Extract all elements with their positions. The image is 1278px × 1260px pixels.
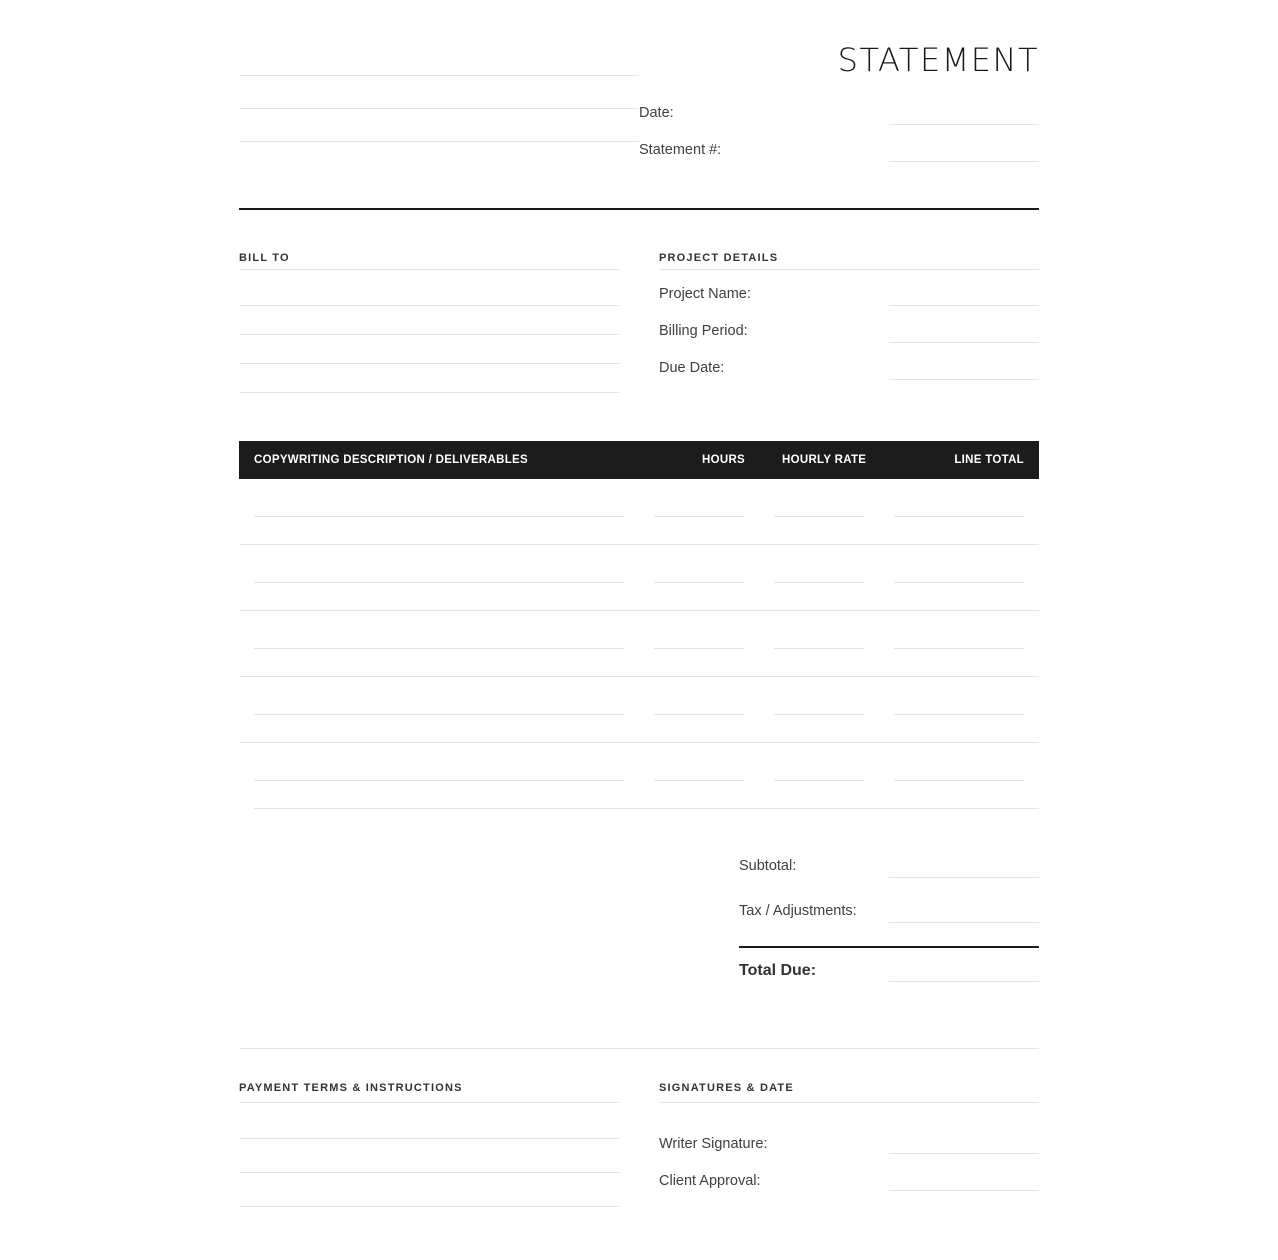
row-4-hours-field[interactable] bbox=[654, 714, 744, 715]
bill-to-line-1[interactable] bbox=[239, 305, 619, 306]
payment-terms-line-1[interactable] bbox=[239, 1138, 619, 1139]
line-items-table-header bbox=[239, 441, 1039, 479]
row-3-rate-field[interactable] bbox=[774, 648, 864, 649]
tax-adjustments-field[interactable] bbox=[889, 922, 1039, 923]
table-row-separator bbox=[239, 676, 1039, 677]
bill-to-line-2[interactable] bbox=[239, 334, 619, 335]
signatures-heading: SIGNATURES & DATE bbox=[659, 1082, 794, 1094]
project-name-field[interactable] bbox=[889, 305, 1039, 306]
payment-terms-line-3[interactable] bbox=[239, 1206, 619, 1207]
row-3-description-field[interactable] bbox=[254, 648, 624, 649]
row-4-rate-field[interactable] bbox=[774, 714, 864, 715]
row-2-hours-field[interactable] bbox=[654, 582, 744, 583]
bill-to-line-3[interactable] bbox=[239, 363, 619, 364]
row-2-description-field[interactable] bbox=[254, 582, 624, 583]
signatures-heading-rule bbox=[659, 1102, 1039, 1103]
writer-signature-field[interactable] bbox=[889, 1153, 1039, 1154]
row-2-total-field[interactable] bbox=[894, 582, 1024, 583]
writer-signature-label: Writer Signature: bbox=[659, 1136, 768, 1152]
billing-period-field[interactable] bbox=[889, 342, 1039, 343]
row-5-total-field[interactable] bbox=[894, 780, 1024, 781]
sender-line-2[interactable] bbox=[239, 108, 639, 109]
table-row-separator bbox=[239, 610, 1039, 611]
column-header-hourly-rate: HOURLY RATE bbox=[782, 454, 867, 466]
row-5-hours-field[interactable] bbox=[654, 780, 744, 781]
column-header-hours: HOURS bbox=[702, 454, 746, 466]
totals-divider bbox=[739, 946, 1039, 948]
tax-adjustments-label: Tax / Adjustments: bbox=[739, 903, 857, 919]
row-5-description-field[interactable] bbox=[254, 780, 624, 781]
sender-line-3[interactable] bbox=[239, 141, 639, 142]
subtotal-label: Subtotal: bbox=[739, 858, 797, 874]
payment-terms-line-2[interactable] bbox=[239, 1172, 619, 1173]
row-1-rate-field[interactable] bbox=[774, 516, 864, 517]
column-header-description: COPYWRITING DESCRIPTION / DELIVERABLES bbox=[254, 454, 529, 466]
due-date-label: Due Date: bbox=[659, 360, 725, 376]
bill-to-heading: BILL TO bbox=[239, 252, 290, 264]
row-3-hours-field[interactable] bbox=[654, 648, 744, 649]
project-details-heading-rule bbox=[659, 269, 1039, 270]
row-1-hours-field[interactable] bbox=[654, 516, 744, 517]
bill-to-heading-rule bbox=[239, 269, 619, 270]
date-label: Date: bbox=[639, 105, 674, 121]
row-4-total-field[interactable] bbox=[894, 714, 1024, 715]
payment-terms-heading: PAYMENT TERMS & INSTRUCTIONS bbox=[239, 1082, 463, 1094]
header-divider bbox=[239, 208, 1039, 210]
statement-number-label: Statement #: bbox=[639, 142, 722, 158]
row-1-description-field[interactable] bbox=[254, 516, 624, 517]
document-title: STATEMENT bbox=[837, 41, 1039, 79]
table-row-separator bbox=[239, 544, 1039, 545]
table-row-separator bbox=[239, 742, 1039, 743]
bill-to-line-4[interactable] bbox=[239, 392, 619, 393]
statement-number-field[interactable] bbox=[889, 161, 1039, 162]
row-3-total-field[interactable] bbox=[894, 648, 1024, 649]
due-date-field[interactable] bbox=[889, 379, 1039, 380]
sender-line-1[interactable] bbox=[239, 75, 639, 76]
project-details-heading: PROJECT DETAILS bbox=[659, 252, 779, 264]
row-5-rate-field[interactable] bbox=[774, 780, 864, 781]
row-4-description-field[interactable] bbox=[254, 714, 624, 715]
client-approval-label: Client Approval: bbox=[659, 1173, 761, 1189]
date-field[interactable] bbox=[889, 124, 1039, 125]
statement-page bbox=[239, 0, 1039, 1260]
row-2-rate-field[interactable] bbox=[774, 582, 864, 583]
total-due-label: Total Due: bbox=[739, 962, 817, 979]
column-header-line-total: LINE TOTAL bbox=[954, 454, 1024, 466]
payment-terms-heading-rule bbox=[239, 1102, 619, 1103]
project-name-label: Project Name: bbox=[659, 286, 751, 302]
table-row-separator bbox=[254, 808, 1039, 809]
total-due-field[interactable] bbox=[889, 981, 1039, 982]
billing-period-label: Billing Period: bbox=[659, 323, 748, 339]
row-1-total-field[interactable] bbox=[894, 516, 1024, 517]
client-approval-field[interactable] bbox=[889, 1190, 1039, 1191]
subtotal-field[interactable] bbox=[889, 877, 1039, 878]
footer-divider bbox=[239, 1048, 1039, 1049]
